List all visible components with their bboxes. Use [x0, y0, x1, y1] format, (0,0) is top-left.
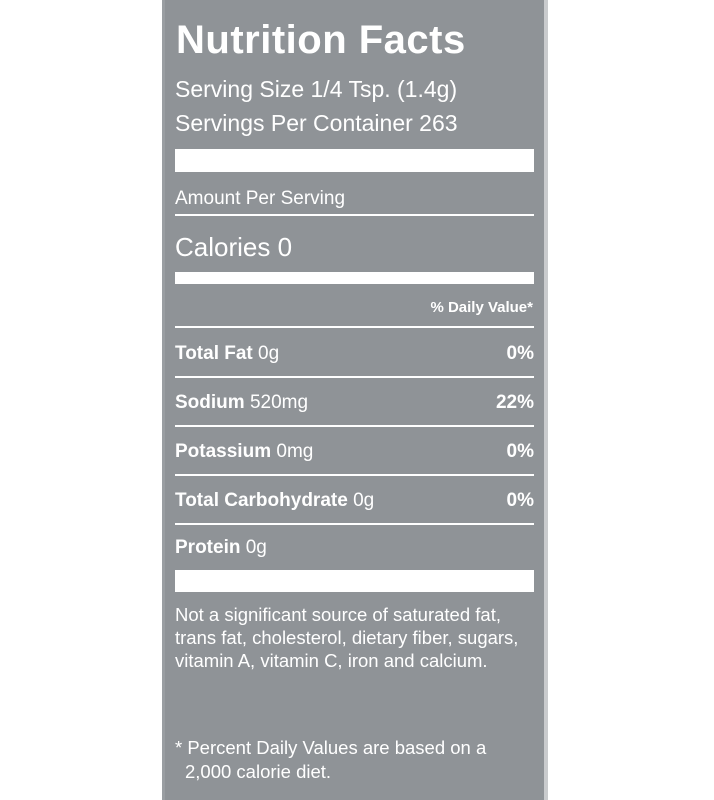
nutrient-name: Potassium [175, 441, 272, 462]
nutrient-dv-potassium: 0% [506, 441, 534, 462]
nutrient-dv-total-fat: 0% [506, 343, 534, 364]
thick-divider-calories [175, 272, 534, 284]
divider [175, 474, 534, 476]
divider [175, 425, 534, 427]
nutrient-name: Total Fat [175, 343, 253, 364]
daily-value-header: % Daily Value* [430, 299, 533, 316]
footnote-daily-values [175, 736, 545, 784]
nutrient-amount: 0g [245, 537, 267, 558]
nutrient-row-potassium [175, 442, 313, 461]
nutrient-dv-sodium: 22% [495, 392, 534, 413]
divider [175, 214, 534, 216]
label-title: Nutrition Facts [176, 18, 466, 62]
nutrient-row-sodium [175, 393, 308, 412]
nutrient-amount: 0g [258, 343, 280, 364]
footnote-dv-line1: * Percent Daily Values are based on a [175, 737, 487, 758]
nutrient-name: Total Carbohydrate [175, 490, 348, 511]
divider [175, 523, 534, 525]
amount-per-serving: Amount Per Serving [175, 188, 346, 209]
nutrient-row-total-carbohydrate [175, 491, 374, 510]
footnote-nutrients: Not a significant source of saturated fat, trans fat, cholesterol, dietary fiber, sugars, vitamin A, vitamin C, iron and calcium. [175, 604, 519, 671]
calories: Calories 0 [175, 232, 293, 262]
serving-size: Serving Size 1/4 Tsp. (1.4g) [175, 76, 458, 102]
nutrient-dv-total-carbohydrate: 0% [506, 490, 534, 511]
servings-per-container: Servings Per Container 263 [175, 110, 458, 136]
nutrient-name: Sodium [175, 392, 245, 413]
divider [175, 376, 534, 378]
nutrient-amount: 0mg [276, 441, 314, 462]
thick-divider-bottom [175, 570, 534, 592]
divider [175, 326, 534, 328]
nutrient-row-protein [175, 538, 267, 557]
nutrient-amount: 520mg [249, 392, 309, 413]
nutrient-amount: 0g [353, 490, 375, 511]
panel-edge [544, 0, 548, 800]
thick-divider-top [175, 149, 534, 172]
nutrient-row-total-fat [175, 344, 279, 363]
footnote-dv-line2: 2,000 calorie diet. [185, 761, 332, 782]
nutrient-name: Protein [175, 537, 241, 558]
